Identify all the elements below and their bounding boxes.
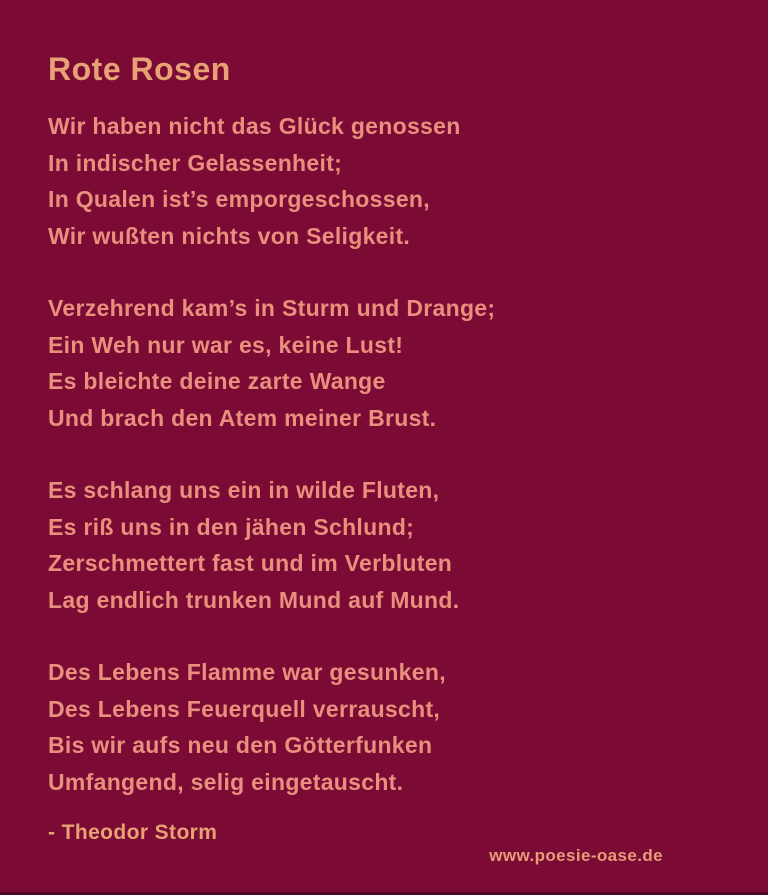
poem-line: Ein Weh nur war es, keine Lust! bbox=[48, 331, 404, 358]
poem-line: Es bleichte deine zarte Wange bbox=[48, 368, 386, 395]
poem-line: Und brach den Atem meiner Brust. bbox=[48, 404, 437, 431]
poem-title: Rote Rosen bbox=[48, 51, 231, 87]
poem-line: Zerschmettert fast und im Verbluten bbox=[48, 550, 453, 577]
poem-line: Wir haben nicht das Glück genossen bbox=[48, 113, 461, 140]
poem-line: Umfangend, selig eingetauscht. bbox=[48, 768, 404, 795]
poem-line: Des Lebens Feuerquell verrauscht, bbox=[48, 695, 441, 722]
poem-line: In indischer Gelassenheit; bbox=[48, 149, 343, 176]
stanza-1 bbox=[48, 108, 720, 254]
poem-line: In Qualen ist’s emporgeschossen, bbox=[48, 186, 430, 213]
stanza-4 bbox=[48, 654, 720, 800]
stanza-2 bbox=[48, 290, 720, 436]
poem-line: Verzehrend kam’s in Sturm und Drange; bbox=[48, 295, 496, 322]
stanza-3 bbox=[48, 472, 720, 618]
poem-line: Lag endlich trunken Mund auf Mund. bbox=[48, 586, 460, 613]
poem-body bbox=[48, 108, 720, 800]
poem-author: - Theodor Storm bbox=[48, 821, 218, 844]
poem-line: Es schlang uns ein in wilde Fluten, bbox=[48, 477, 440, 504]
poem-line: Wir wußten nichts von Seligkeit. bbox=[48, 222, 411, 249]
poem-line: Des Lebens Flamme war gesunken, bbox=[48, 659, 446, 686]
poem-line: Es riß uns in den jähen Schlund; bbox=[48, 513, 415, 540]
poem-line: Bis wir aufs neu den Götterfunken bbox=[48, 732, 433, 759]
website-credit: www.poesie-oase.de bbox=[489, 846, 663, 865]
